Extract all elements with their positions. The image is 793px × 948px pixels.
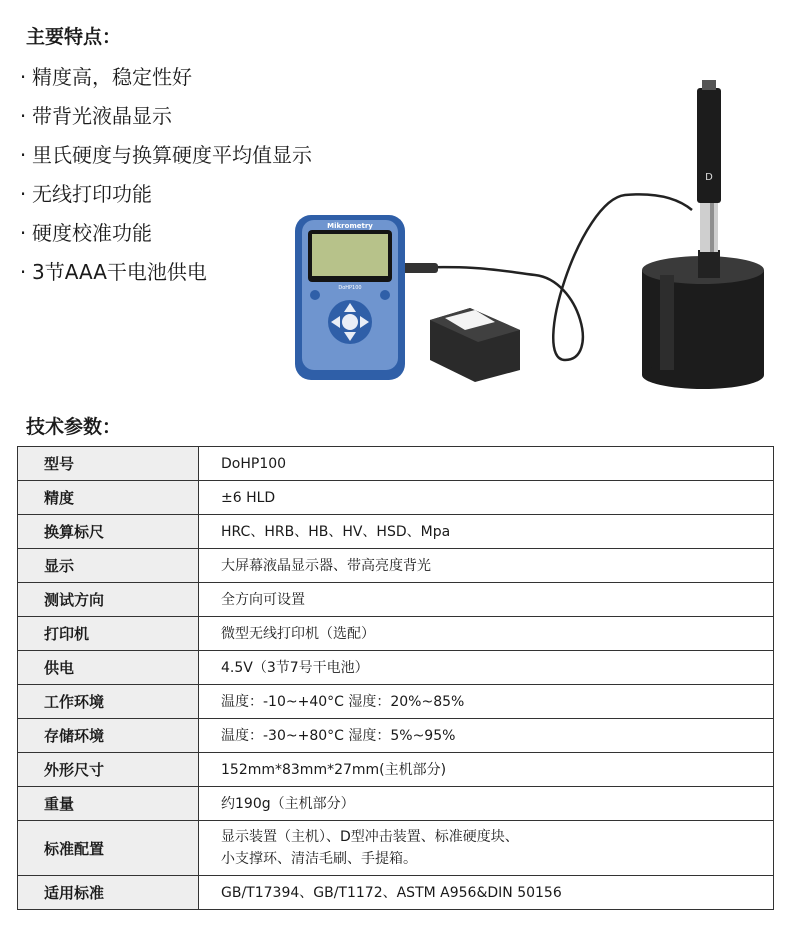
spec-key: 精度 <box>18 481 199 515</box>
feature-text: 带背光液晶显示 <box>32 104 172 128</box>
spec-value-line: DoHP100 <box>221 455 287 472</box>
spec-value <box>199 685 774 719</box>
feature-text: 里氏硬度与换算硬度平均值显示 <box>32 143 312 167</box>
bullet-dot: · <box>19 104 27 128</box>
spec-value-line: 4.5V（3节7号干电池） <box>221 659 369 676</box>
spec-value <box>199 515 774 549</box>
spec-value <box>199 583 774 617</box>
probe-label: D <box>705 172 713 183</box>
specs-title: 技术参数： <box>26 416 122 438</box>
spec-value-line: 温度：-30~+80°C 湿度：5%~95% <box>221 727 456 744</box>
spec-row <box>18 685 774 719</box>
feature-item <box>14 136 312 175</box>
spec-value <box>199 753 774 787</box>
spec-value <box>199 481 774 515</box>
spec-key: 型号 <box>18 447 199 481</box>
bullet-dot: · <box>19 221 27 245</box>
spec-value <box>199 787 774 821</box>
spec-value-line: 小支撑环、清洁毛刷、手提箱。 <box>221 851 417 867</box>
spec-row <box>18 876 774 910</box>
spec-key: 打印机 <box>18 617 199 651</box>
spec-value-line: 约190g（主机部分） <box>221 795 355 812</box>
spec-value-line: 微型无线打印机（选配） <box>221 625 375 642</box>
feature-text: 精度高，稳定性好 <box>32 65 192 89</box>
spec-key: 供电 <box>18 651 199 685</box>
spec-key: 测试方向 <box>18 583 199 617</box>
spec-value-line: HRC、HRB、HB、HV、HSD、Mpa <box>221 523 451 540</box>
feature-text: 无线打印功能 <box>32 182 152 206</box>
spec-row <box>18 583 774 617</box>
spec-value <box>199 651 774 685</box>
spec-value-line: 全方向可设置 <box>221 591 305 608</box>
feature-item <box>14 253 312 292</box>
feature-item <box>14 97 312 136</box>
spec-value <box>199 617 774 651</box>
spec-value-line: 大屏幕液晶显示器、带高亮度背光 <box>221 557 431 574</box>
spec-key: 工作环境 <box>18 685 199 719</box>
spec-key: 重量 <box>18 787 199 821</box>
printer <box>430 308 520 382</box>
spec-value <box>199 876 774 910</box>
feature-text: 3节AAA干电池供电 <box>32 260 207 284</box>
spec-row <box>18 821 774 876</box>
hardness-tester-unit <box>295 215 405 380</box>
bullet-dot: · <box>19 260 27 284</box>
spec-value-line: GB/T17394、GB/T1172、ASTM A956&DIN 50156 <box>221 884 562 901</box>
specs-table-body <box>18 447 774 910</box>
spec-row <box>18 787 774 821</box>
spec-value-line: 152mm*83mm*27mm(主机部分) <box>221 761 447 778</box>
spec-key: 标准配置 <box>18 821 199 876</box>
spec-row <box>18 753 774 787</box>
spec-row <box>18 719 774 753</box>
spec-row <box>18 447 774 481</box>
spec-row <box>18 515 774 549</box>
specs-table <box>17 446 774 910</box>
spec-value <box>199 549 774 583</box>
spec-row <box>18 549 774 583</box>
impact-probe <box>697 80 721 278</box>
spec-key: 换算标尺 <box>18 515 199 549</box>
bullet-dot: · <box>19 65 27 89</box>
spec-row <box>18 617 774 651</box>
feature-text: 硬度校准功能 <box>32 221 152 245</box>
features-title: 主要特点： <box>26 26 122 48</box>
spec-key: 存储环境 <box>18 719 199 753</box>
bullet-dot: · <box>19 182 27 206</box>
spec-key: 适用标准 <box>18 876 199 910</box>
spec-value-line: 温度：-10~+40°C 湿度：20%~85% <box>221 693 465 710</box>
brand-label: Mikrometry <box>327 222 373 230</box>
spec-key: 外形尺寸 <box>18 753 199 787</box>
feature-item <box>14 214 312 253</box>
features-list <box>14 58 312 292</box>
feature-item <box>14 58 312 97</box>
spec-value <box>199 447 774 481</box>
bullet-dot: · <box>19 143 27 167</box>
spec-value-line: 显示装置（主机）、D型冲击装置、标准硬度块、 <box>221 829 519 845</box>
spec-key: 显示 <box>18 549 199 583</box>
spec-row <box>18 481 774 515</box>
spec-value <box>199 719 774 753</box>
spec-value-line: ±6 HLD <box>221 489 276 506</box>
feature-item <box>14 175 312 214</box>
product-illustration <box>280 70 790 400</box>
model-label: DoHP100 <box>338 285 362 291</box>
spec-value <box>199 821 774 876</box>
spec-row <box>18 651 774 685</box>
